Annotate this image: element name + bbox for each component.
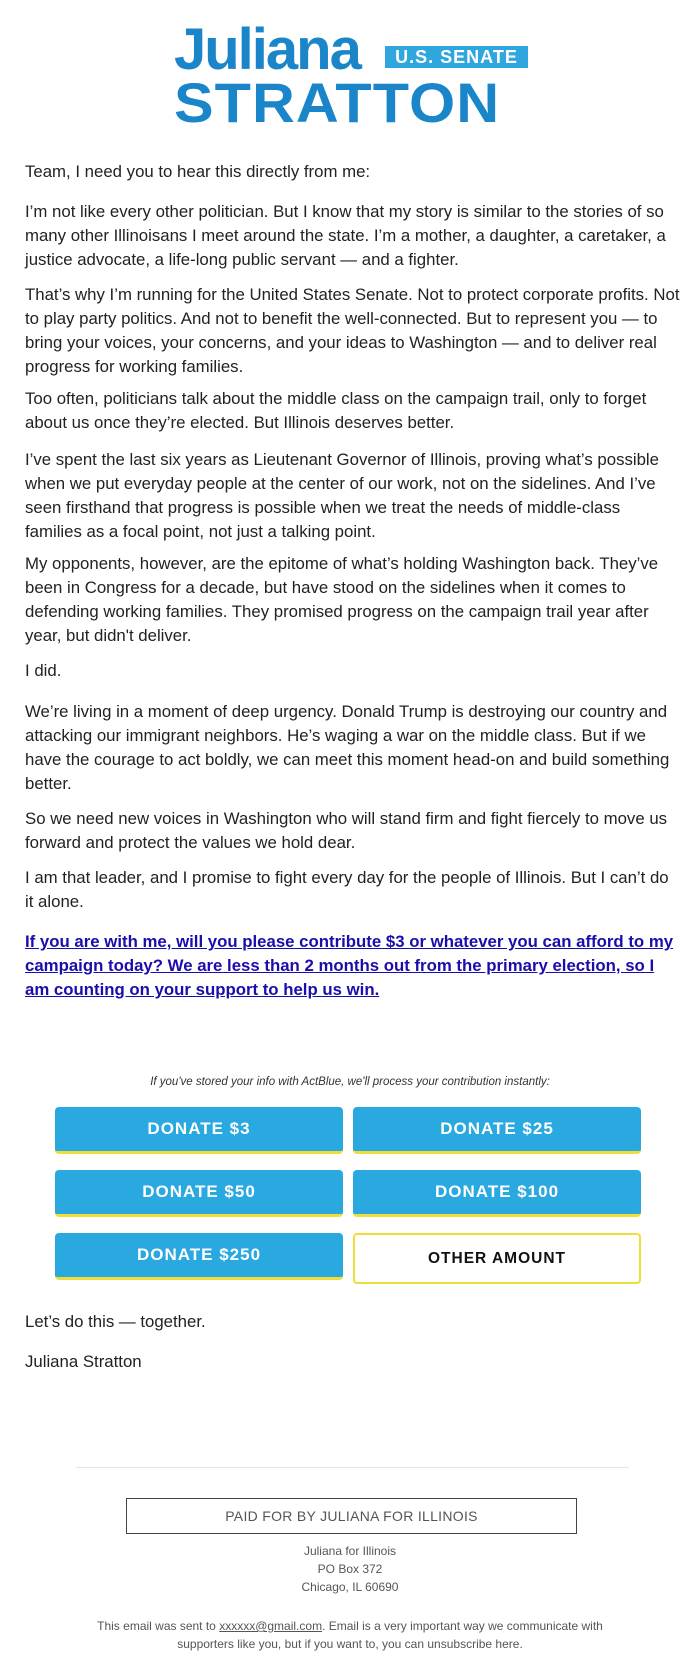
body-paragraph: Too often, politicians talk about the middle class on the campaign trail, only to forget about us once they’re elected. But Illinois deserves better. xyxy=(25,389,647,432)
body-paragraph: We’re living in a moment of deep urgency. Donald Trump is destroying our country and attacking our immigrant neighbors. He’s waging a war on the middle class. But if we have the courage to act boldly, we can meet this moment head-on and build something better. xyxy=(25,702,670,793)
body-paragraph: I am that leader, and I promise to fight every day for the people of Illinois. But I can’t do it alone. xyxy=(25,868,669,911)
footer-email-link[interactable]: xxxxxx@gmail.com xyxy=(219,1619,323,1633)
donate-50-button[interactable]: DONATE $50 xyxy=(55,1170,343,1217)
contribute-link[interactable]: If you are with me, will you please contribute $3 or whatever you can afford to my campaign today? We are less than 2 months out from the primary election, so I am counting on your support to help us win. xyxy=(25,932,674,999)
footer-po-box: PO Box 372 xyxy=(317,1562,383,1576)
logo-office-tag: U.S. SENATE xyxy=(385,46,528,68)
actblue-note: If you've stored your info with ActBlue, we'll process your contribution instantly: xyxy=(150,1076,550,1088)
body-paragraph: So we need new voices in Washington who will stand firm and fight fiercely to move us forward and protect the values we hold dear. xyxy=(25,809,668,852)
unsubscribe-link[interactable]: unsubscribe here xyxy=(427,1637,520,1651)
donate-3-button[interactable]: DONATE $3 xyxy=(55,1107,343,1154)
donate-25-button[interactable]: DONATE $25 xyxy=(353,1107,641,1154)
body-paragraph: I did. xyxy=(25,661,62,680)
body-paragraph: That’s why I’m running for the United States Senate. Not to protect corporate profits. Not to play party politics. And not to benefit the well-connected. But to represent you — to bring your voices, your concerns, and your ideas to Washington — and to deliver real progress for working families. xyxy=(25,285,680,376)
footer-sent-suffix: . Email is a very important way we communicate with supporters like you, but if you want to, you can xyxy=(177,1619,603,1651)
donate-250-button[interactable]: DONATE $250 xyxy=(55,1233,343,1280)
footer-org: Juliana for Illinois xyxy=(303,1544,397,1558)
body-paragraph: My opponents, however, are the epitome of what’s holding Washington back. They’ve been in Congress for a decade, but have stood on the sidelines when it comes to defending working families. They promised progress on the campaign trail year after year, but didn't deliver. xyxy=(25,554,659,645)
footer-city: Chicago, IL 60690 xyxy=(301,1580,399,1594)
campaign-logo xyxy=(174,17,530,134)
greeting-paragraph: Team, I need you to hear this directly from me: xyxy=(25,162,371,181)
footer-end: . xyxy=(519,1637,523,1651)
logo-last-name: STRATTON xyxy=(174,71,501,134)
signature: Juliana Stratton xyxy=(25,1352,142,1371)
footer-notice xyxy=(80,1617,620,1653)
paid-for-disclaimer: PAID FOR BY JULIANA FOR ILLINOIS xyxy=(126,1498,577,1534)
footer-sent-prefix: This email was sent to xyxy=(97,1619,216,1633)
footer-divider xyxy=(76,1467,629,1468)
cta-paragraph xyxy=(25,930,680,1002)
body-paragraph: I’ve spent the last six years as Lieutenant Governor of Illinois, proving what’s possible when we put everyday people at the center of our work, not on the sidelines. And I’ve seen firsthand that progress is possible when we treat the needs of middle-class families as a focal point, not just a talking point. xyxy=(25,450,659,541)
body-paragraph: I’m not like every other politician. But I know that my story is similar to the stories of so many other Illinoisans I meet around the state. I’m a mother, a daughter, a caretaker, a justice advocate, a life-long public servant — and a fighter. xyxy=(25,202,666,269)
logo-first-name: Juliana xyxy=(174,17,360,82)
other-amount-button[interactable]: OTHER AMOUNT xyxy=(353,1233,641,1284)
donate-100-button[interactable]: DONATE $100 xyxy=(353,1170,641,1217)
closing-line: Let’s do this — together. xyxy=(25,1312,206,1331)
